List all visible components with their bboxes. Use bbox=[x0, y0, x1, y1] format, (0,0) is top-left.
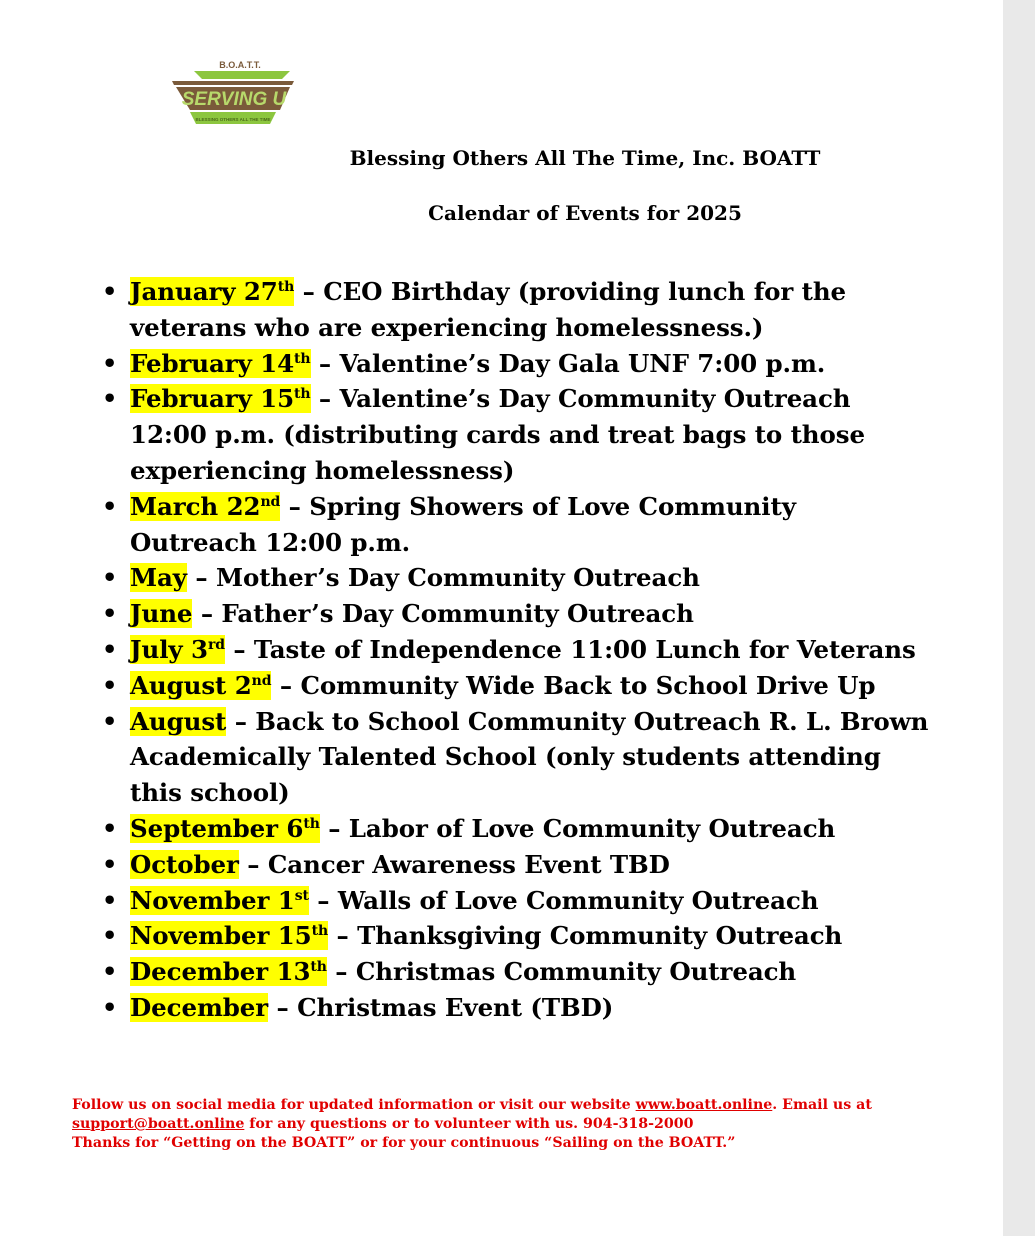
event-description: – Taste of Independence 11:00 Lunch for Veterans bbox=[224, 634, 916, 664]
calendar-title: Calendar of Events for 2025 bbox=[428, 201, 742, 225]
event-description: – Christmas Event (TBD) bbox=[268, 992, 614, 1022]
event-date bbox=[130, 635, 225, 664]
event-description: – Valentine’s Day Gala UNF 7:00 p.m. bbox=[310, 348, 826, 378]
event-date-text: February 15 bbox=[130, 384, 295, 414]
event-date-suffix: th bbox=[277, 279, 295, 295]
event-date-text: November 1 bbox=[130, 885, 295, 915]
event-date bbox=[130, 993, 268, 1022]
event-description: – Community Wide Back to School Drive Up bbox=[271, 670, 876, 700]
event-date bbox=[130, 850, 239, 879]
event-description: – Valentine’s Day Community Outreach 12:00 p.m. (distributing cards and treat bags to those experiencing homelessness) bbox=[130, 384, 865, 485]
event-date-text: July 3 bbox=[130, 634, 208, 664]
footer-text: for any questions or to volunteer with us. 904-318-2000 bbox=[244, 1116, 694, 1132]
event-item bbox=[100, 954, 930, 990]
event-date-text: September 6 bbox=[130, 813, 304, 843]
event-description: – Walls of Love Community Outreach bbox=[308, 885, 819, 915]
event-description: – Back to School Community Outreach R. L. Brown Academically Talented School (only students attending this school) bbox=[130, 706, 929, 808]
event-date-suffix: st bbox=[294, 887, 309, 904]
event-date bbox=[130, 886, 309, 915]
event-date-text: March 22 bbox=[130, 491, 261, 521]
event-description: – Cancer Awareness Event TBD bbox=[238, 849, 670, 879]
event-item bbox=[100, 596, 930, 632]
event-date-text: December 13 bbox=[130, 957, 311, 987]
website-link[interactable]: www.boatt.online bbox=[635, 1097, 773, 1113]
logo-top-text: B.O.A.T.T. bbox=[219, 60, 261, 70]
event-date-suffix: th bbox=[294, 386, 311, 403]
event-date-text: May bbox=[130, 563, 187, 593]
logo-tagline: BLESSING OTHERS ALL THE TIME bbox=[195, 117, 271, 122]
event-date-suffix: th bbox=[294, 350, 311, 367]
event-item bbox=[100, 560, 930, 596]
organization-title: Blessing Others All The Time, Inc. BOATT bbox=[349, 146, 821, 170]
event-description: – CEO Birthday (providing lunch for the veterans who are experiencing homelessness.) bbox=[130, 277, 847, 342]
boatt-serving-u-logo bbox=[172, 58, 294, 130]
event-item bbox=[100, 704, 930, 811]
event-date-suffix: th bbox=[303, 815, 320, 832]
event-item bbox=[100, 346, 930, 382]
event-item bbox=[100, 811, 930, 847]
event-item bbox=[100, 883, 930, 919]
event-date bbox=[130, 671, 271, 700]
events-list bbox=[100, 274, 930, 1026]
event-date bbox=[130, 563, 187, 592]
event-item bbox=[100, 918, 930, 954]
event-date bbox=[130, 492, 280, 521]
event-date-text: January 27 bbox=[130, 277, 278, 306]
logo-main-text: SERVING U bbox=[181, 89, 287, 110]
event-description: – Labor of Love Community Outreach bbox=[319, 813, 836, 843]
event-date-text: February 14 bbox=[130, 348, 295, 378]
event-item bbox=[100, 381, 930, 488]
event-date bbox=[130, 384, 311, 413]
footer-text: . Email us at bbox=[772, 1097, 872, 1113]
event-description: – Thanksgiving Community Outreach bbox=[328, 921, 843, 951]
event-item bbox=[100, 990, 930, 1026]
event-date bbox=[130, 599, 192, 628]
event-item bbox=[100, 668, 930, 704]
event-item bbox=[100, 847, 930, 883]
event-description: – Spring Showers of Love Community Outreach 12:00 p.m. bbox=[130, 491, 796, 557]
event-date bbox=[130, 277, 294, 306]
footer-thanks: Thanks for “Getting on the BOATT” or for your continuous “Sailing on the BOATT.” bbox=[72, 1135, 736, 1151]
event-date-text: August bbox=[130, 706, 227, 736]
event-date-suffix: nd bbox=[260, 493, 281, 510]
event-date-suffix: rd bbox=[207, 636, 225, 653]
footer-contact bbox=[72, 1096, 952, 1153]
event-description: – Christmas Community Outreach bbox=[326, 957, 797, 987]
footer-text: Follow us on social media for updated information or visit our website bbox=[72, 1097, 636, 1113]
event-date-text: August 2 bbox=[130, 670, 252, 700]
event-date-text: October bbox=[130, 849, 239, 879]
email-link[interactable]: support@boatt.online bbox=[72, 1116, 245, 1132]
event-item bbox=[100, 632, 930, 668]
event-date bbox=[130, 707, 226, 736]
event-date bbox=[130, 814, 320, 843]
event-date bbox=[130, 349, 311, 378]
event-date-text: November 15 bbox=[130, 921, 312, 951]
event-date-text: December bbox=[130, 992, 269, 1022]
event-item bbox=[100, 489, 930, 561]
event-item bbox=[100, 274, 930, 346]
event-date-suffix: nd bbox=[251, 672, 272, 689]
event-date bbox=[130, 921, 328, 950]
event-date-suffix: th bbox=[311, 923, 329, 940]
event-date-suffix: th bbox=[310, 959, 327, 976]
event-date bbox=[130, 957, 327, 986]
event-description: – Father’s Day Community Outreach bbox=[192, 599, 694, 629]
event-date-text: June bbox=[130, 599, 193, 629]
event-description: – Mother’s Day Community Outreach bbox=[186, 563, 700, 593]
